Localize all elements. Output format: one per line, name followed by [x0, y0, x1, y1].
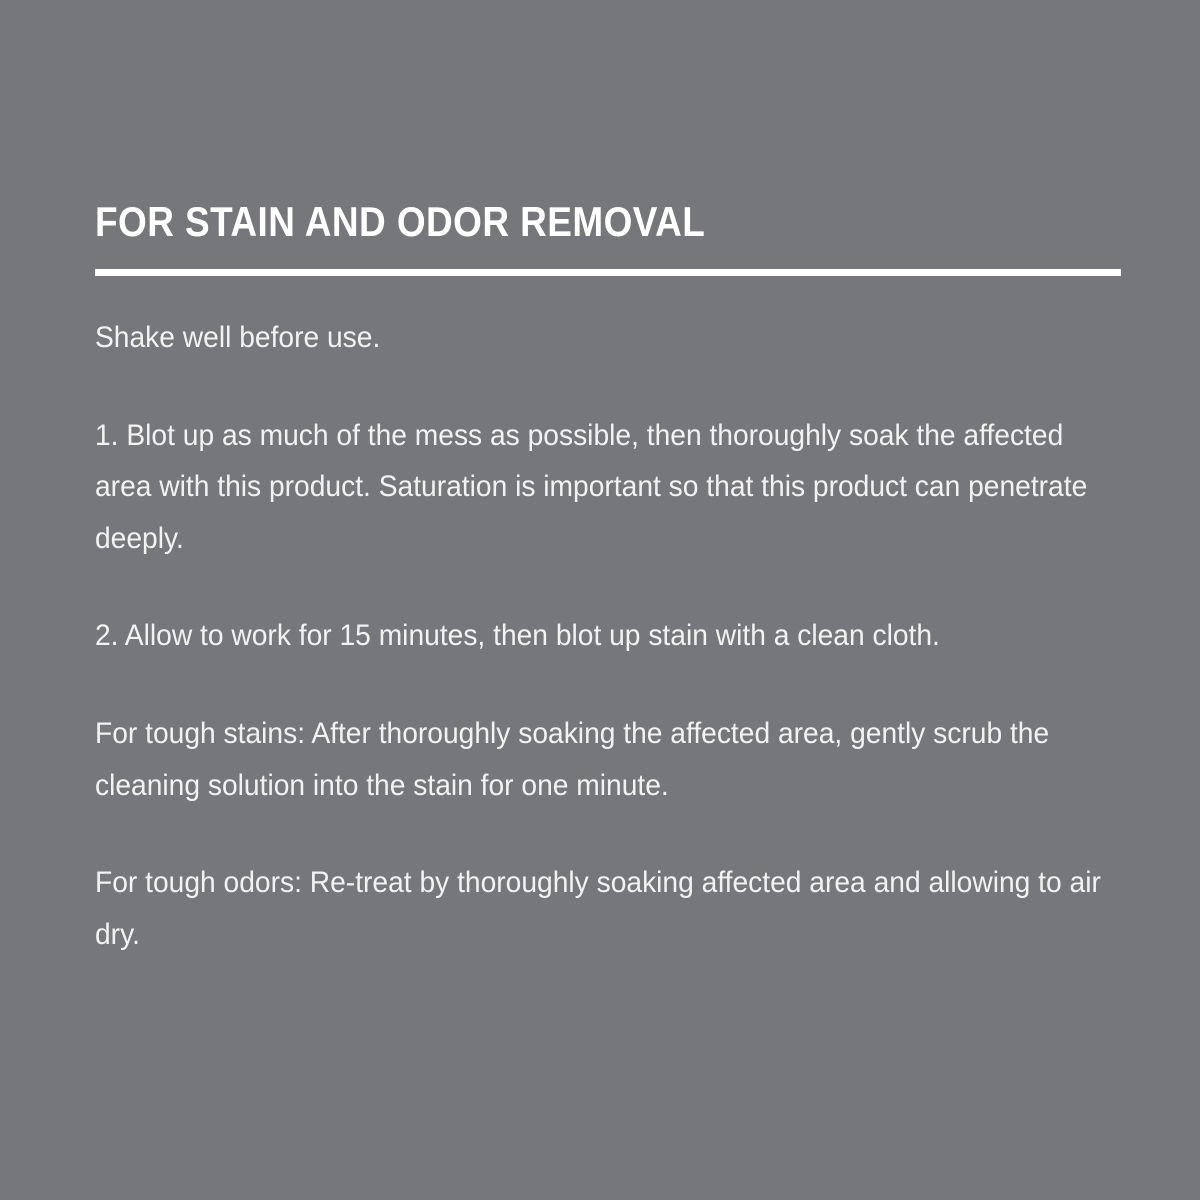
- title-divider: [95, 269, 1121, 276]
- tough-stains-note: For tough stains: After thoroughly soaking the affected area, gently scrub the cleaning solution into the stain for one minute.: [95, 717, 1050, 802]
- step-2-text: 2. Allow to work for 15 minutes, then blot up stain with a clean cloth.: [95, 619, 940, 653]
- instructions-panel: [95, 200, 1121, 960]
- page-title: FOR STAIN AND ODOR REMOVAL: [95, 198, 706, 245]
- step-1-text: 1. Blot up as much of the mess as possible, then thoroughly soak the affected area with this product. Saturation is important so that this product can penetrate deeply.: [95, 418, 1088, 555]
- intro-text: Shake well before use.: [95, 321, 381, 355]
- tough-odors-note: For tough odors: Re-treat by thoroughly soaking affected area and allowing to air dry.: [95, 866, 1101, 951]
- instructions-body: [95, 312, 1121, 960]
